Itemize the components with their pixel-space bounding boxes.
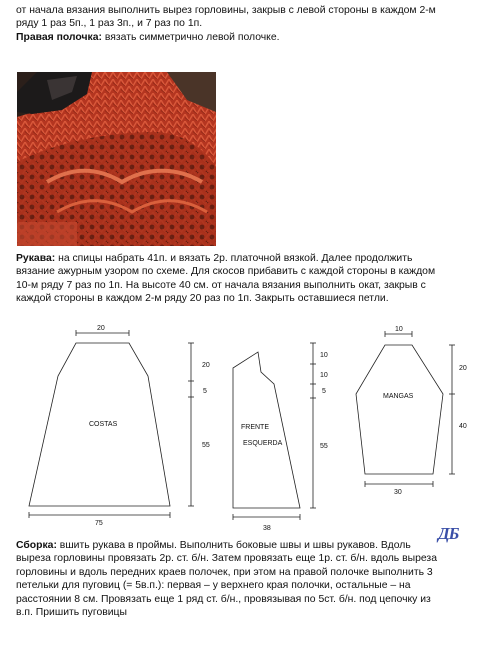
right-front-text: вязать симметрично левой полочке.: [101, 31, 280, 43]
assembly-line-1: Сборка: вшить рукава в проймы. Выполнить боковые швы и швы рукавов. Вдоль: [16, 540, 411, 551]
back-height-2: 5: [203, 388, 207, 395]
pattern-diagrams: [0, 312, 486, 542]
assembly-text: [16, 539, 470, 619]
front-label-2: ESQUERDA: [243, 440, 283, 447]
front-piece: [233, 343, 316, 520]
assembly-line-6: в.п. Пришить пуговицы: [16, 607, 127, 619]
front-height-4: 55: [320, 443, 328, 450]
right-front-title: Правая полочка:: [16, 31, 102, 43]
sleeve-top-width: 10: [395, 326, 403, 333]
front-height-1: 10: [320, 352, 328, 359]
front-bottom-width: 38: [263, 525, 271, 532]
intro-text: [16, 4, 470, 44]
assembly-title: Сборка:: [16, 540, 57, 551]
back-bottom-width: 75: [95, 520, 103, 527]
assembly-line-4: петельки для пуговиц (= 5в.п.): первая – у верхнего края полочки, остальные – на: [16, 580, 411, 592]
sleeve-title: Рукава:: [16, 253, 56, 264]
sleeve-line-3: 10-м ряду 7 раз по 1п. На высоте 40 см. от начала вязания выполнить окат, закрыв с: [16, 279, 426, 291]
sweater-photo: [17, 72, 216, 246]
right-front-paragraph: [16, 31, 470, 44]
sleeve-text: [16, 252, 470, 306]
back-height-3: 55: [202, 442, 210, 449]
back-label: COSTAS: [89, 421, 118, 428]
sleeve-label: MANGAS: [383, 393, 414, 400]
sleeve-line-4: каждой стороны в каждом 2-м ряду 20 раз по 1п. Закрыть оставшиеся петли.: [16, 293, 389, 305]
intro-line-1: от начала вязания выполнить вырез горловины, закрыв с левой стороны в каждом 2-м: [16, 5, 436, 16]
sleeve-line-2: вязание ажурным узором по схеме. Для скосов прибавить с каждой стороны в каждом: [16, 266, 436, 278]
sleeve-piece: [356, 331, 455, 487]
signature-logo: ДБ: [438, 524, 459, 543]
back-top-width: 20: [97, 325, 105, 332]
intro-line-2: ряду 1 раз 5п., 1 раз 3п., и 7 раз по 1п.: [16, 18, 203, 30]
assembly-line-3: горловины и вдоль передних краев полочек, при этом на правой полочке выполнить 3: [16, 566, 433, 578]
front-height-2: 10: [320, 372, 328, 379]
sleeve-line-1: Рукава: на спицы набрать 41п. и вязать 2р. платочной вязкой. Далее продолжить: [16, 253, 413, 264]
front-label-1: FRENTE: [241, 424, 269, 431]
back-height-1: 20: [202, 362, 210, 369]
sleeve-height-1: 20: [459, 365, 467, 372]
sleeve-height-2: 40: [459, 423, 467, 430]
sleeve-bottom-width: 30: [394, 489, 402, 496]
assembly-line-5: расстоянии 8 см. Провязать еще 1 ряд ст. б/н., провязывая по 5ст. б/н. под цепочку из: [16, 593, 431, 605]
assembly-line-2: выреза горловины провязать 2р. ст. б/н. Затем провязать еще 1р. ст. б/н. вдоль выреза: [16, 553, 437, 565]
front-height-3: 5: [322, 388, 326, 395]
